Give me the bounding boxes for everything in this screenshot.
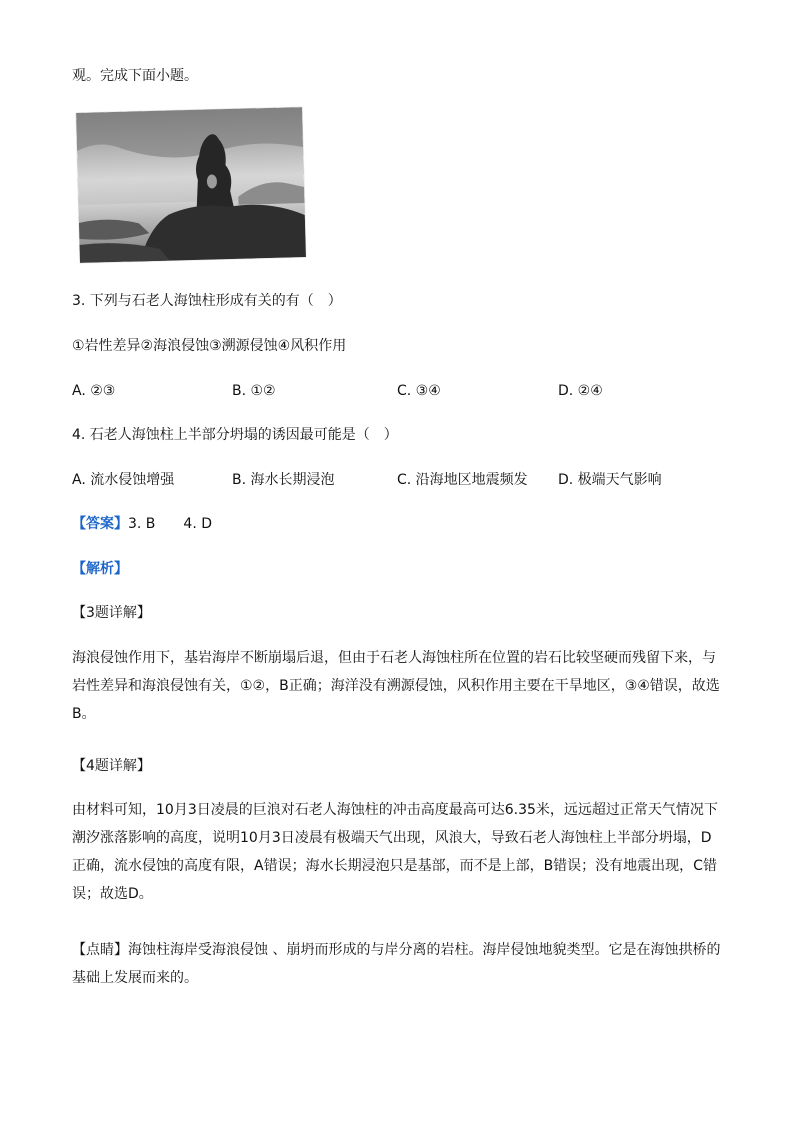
question-3-option-c: C. ③④	[397, 383, 441, 399]
detail-4-title: 【4题详解】	[72, 758, 151, 774]
question-4-option-d: D. 极端天气影响	[558, 472, 662, 488]
question-3-stem: 3. 下列与石老人海蚀柱形成有关的有（ ）	[72, 293, 342, 309]
detail-3-body: 海浪侵蚀作用下，基岩海岸不断崩塌后退，但由于石老人海蚀柱所在位置的岩石比较坚硬而残留下来，与岩性差异和海浪侵蚀有关，①②，B正确；海洋没有溯源侵蚀，风积作用主要在干旱地区，③④错误，故选B。	[72, 650, 720, 722]
question-3-option-a: A. ②③	[72, 383, 116, 399]
note-body: 海蚀柱海岸受海浪侵蚀 、崩坍而形成的与岸分离的岩柱。海岸侵蚀地貌类型。它是在海蚀拱桥的基础上发展而来的。	[72, 942, 721, 986]
analysis-tag: 【解析】	[72, 561, 128, 577]
answer-text: 3. B 4. D	[128, 516, 212, 532]
sea-stack-photo	[76, 107, 306, 263]
answer-line	[72, 514, 212, 534]
question-3-option-d: D. ②④	[558, 383, 603, 399]
question-4-option-b: B. 海水长期浸泡	[232, 472, 335, 488]
question-4-option-a: A. 流水侵蚀增强	[72, 472, 175, 488]
intro-tail: 观。完成下面小题。	[72, 68, 198, 84]
note-tag: 【点睛】	[72, 942, 128, 958]
answer-tag: 【答案】	[72, 516, 128, 532]
analysis-heading	[72, 559, 128, 579]
question-4-stem: 4. 石老人海蚀柱上半部分坍塌的诱因最可能是（ ）	[72, 427, 398, 443]
detail-4-body: 由材料可知，10月3日凌晨的巨浪对石老人海蚀柱的冲击高度最高可达6.35米，远远超过正常天气情况下潮汐涨落影响的高度，说明10月3日凌晨有极端天气出现，风浪大，导致石老人海蚀柱上半部分坍塌，D正确，流水侵蚀的高度有限，A错误；海水长期浸泡只是基部，而不是上部，B错误；没有地震出现，C错误；故选D。	[72, 802, 718, 902]
note-paragraph	[72, 936, 722, 992]
detail-3-title: 【3题详解】	[72, 605, 151, 621]
question-3-factors: ①岩性差异②海浪侵蚀③溯源侵蚀④风积作用	[72, 338, 347, 354]
question-3-option-b: B. ①②	[232, 383, 276, 399]
question-4-option-c: C. 沿海地区地震频发	[397, 472, 528, 488]
